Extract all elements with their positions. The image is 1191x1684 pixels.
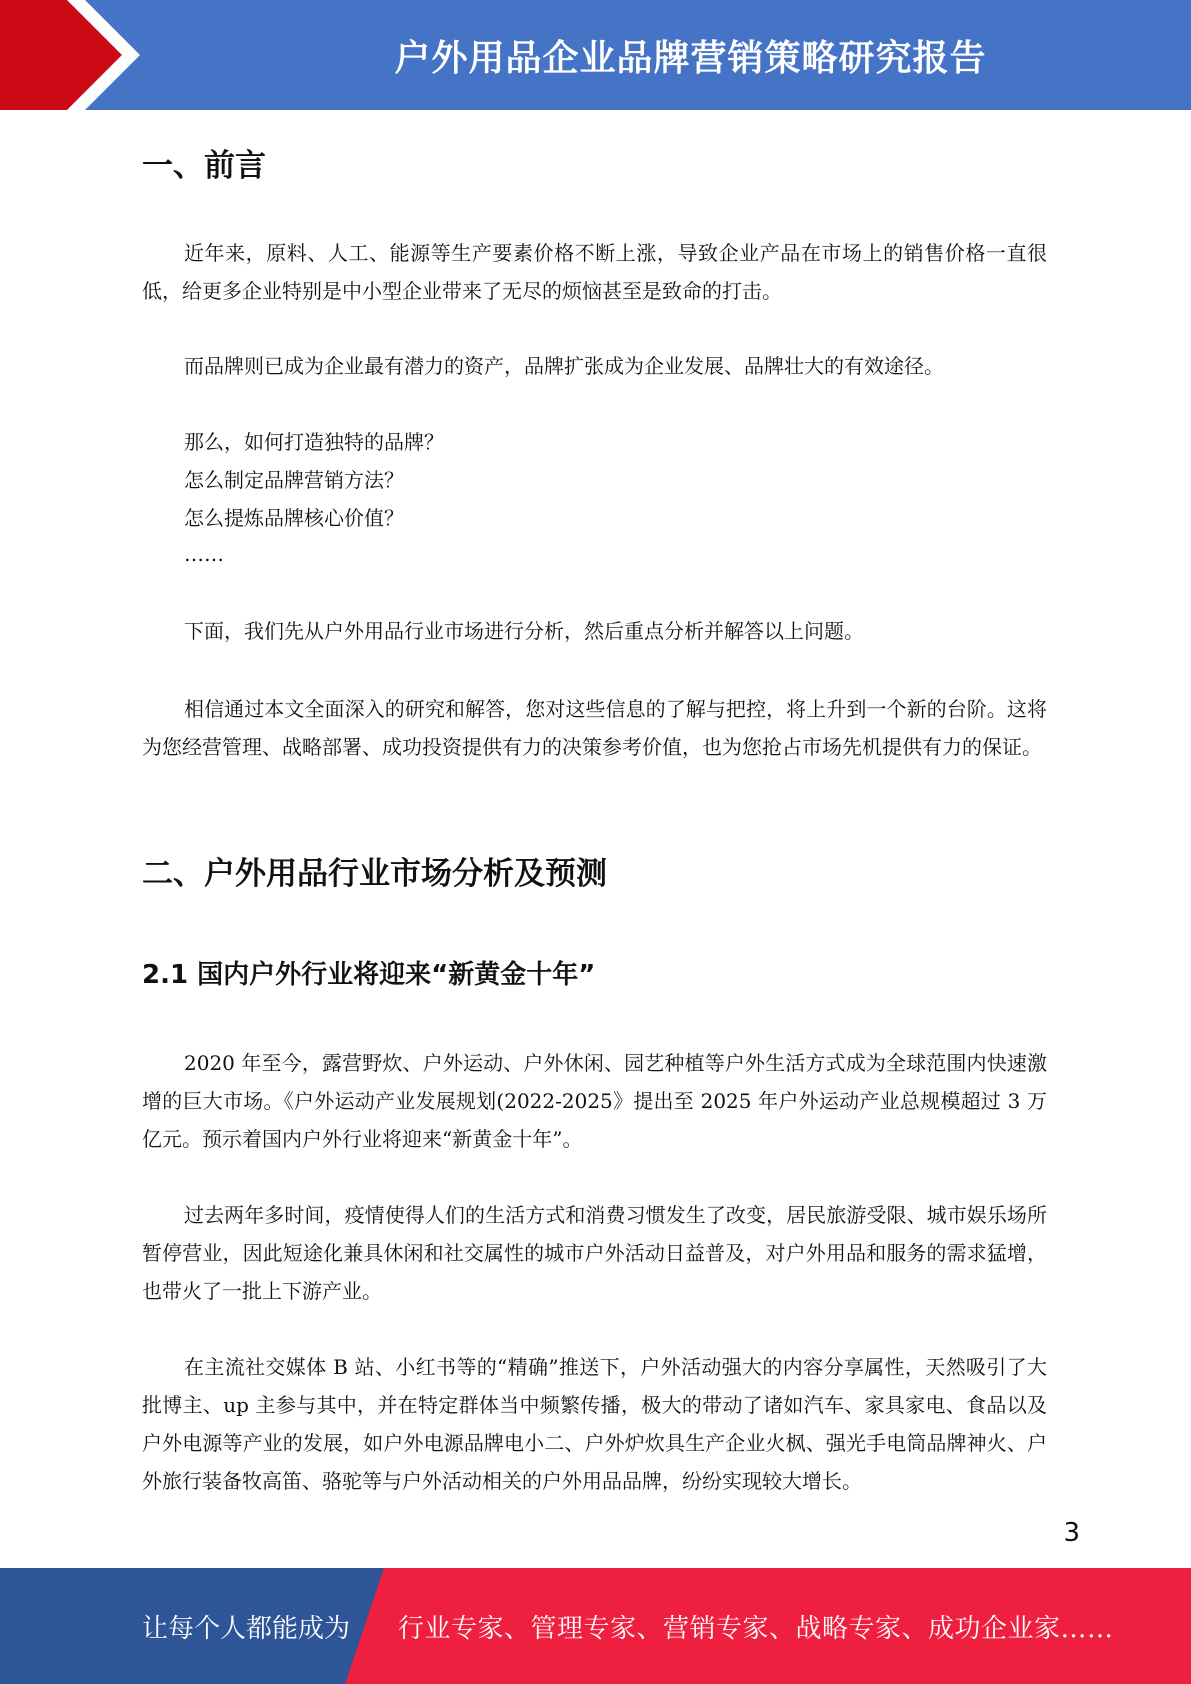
question-line: 怎么制定品牌营销方法？ xyxy=(184,468,404,492)
paragraph: 2020 年至今，露营野炊、户外运动、户外休闲、园艺种植等户外生活方式成为全球范围内快速激增的巨大市场。《户外运动产业发展规划(2022-2025》提出至 2025 年户外运动产业总规模超过 3 万亿元。预示着国内户外行业将迎来“新黄金十年”。 xyxy=(142,1051,1047,1151)
page-number: 3 xyxy=(1063,1518,1080,1548)
question-line: 怎么提炼品牌核心价值？ xyxy=(184,506,404,530)
header-banner xyxy=(0,0,1191,110)
paragraph: 而品牌则已成为企业最有潜力的资产，品牌扩张成为企业发展、品牌壮大的有效途径。 xyxy=(184,354,944,378)
footer-banner xyxy=(0,1568,1191,1684)
footer-slogan-left: 让每个人都能成为 xyxy=(142,1613,351,1644)
paragraph: 下面，我们先从户外用品行业市场进行分析，然后重点分析并解答以上问题。 xyxy=(184,619,864,643)
paragraph: 相信通过本文全面深入的研究和解答，您对这些信息的了解与把控，将上升到一个新的台阶。这将为您经营管理、战略部署、成功投资提供有力的决策参考价值，也为您抢占市场先机提供有力的保证。 xyxy=(142,697,1047,759)
question-line: 那么，如何打造独特的品牌？ xyxy=(184,430,444,454)
section-heading-preface: 一、前言 xyxy=(142,148,266,184)
section-heading-market-analysis: 二、户外用品行业市场分析及预测 xyxy=(142,856,607,892)
subsection-heading: 2.1 国内户外行业将迎来“新黄金十年” xyxy=(142,960,596,990)
footer-slogan-right: 行业专家、管理专家、营销专家、战略专家、成功企业家…… xyxy=(398,1613,1114,1644)
ellipsis-line: …… xyxy=(184,542,224,566)
header-arrow-decoration xyxy=(0,0,160,110)
paragraph: 过去两年多时间，疫情使得人们的生活方式和消费习惯发生了改变，居民旅游受限、城市娱乐场所暂停营业，因此短途化兼具休闲和社交属性的城市户外活动日益普及，对户外用品和服务的需求猛增，也带火了一批上下游产业。 xyxy=(142,1203,1047,1303)
paragraph: 近年来，原料、人工、能源等生产要素价格不断上涨，导致企业产品在市场上的销售价格一直很低，给更多企业特别是中小型企业带来了无尽的烦恼甚至是致命的打击。 xyxy=(142,241,1047,303)
paragraph: 在主流社交媒体 B 站、小红书等的“精确”推送下，户外活动强大的内容分享属性，天然吸引了大批博主、up 主参与其中，并在特定群体当中频繁传播，极大的带动了诸如汽车、家具家电、食品以及户外电源等产业的发展，如户外电源品牌电小二、户外炉炊具生产企业火枫、强光手电筒品牌神火、户外旅行装备牧高笛、骆驼等与户外活动相关的户外用品品牌，纷纷实现较大增长。 xyxy=(142,1355,1047,1493)
report-title: 户外用品企业品牌营销策略研究报告 xyxy=(394,37,987,79)
